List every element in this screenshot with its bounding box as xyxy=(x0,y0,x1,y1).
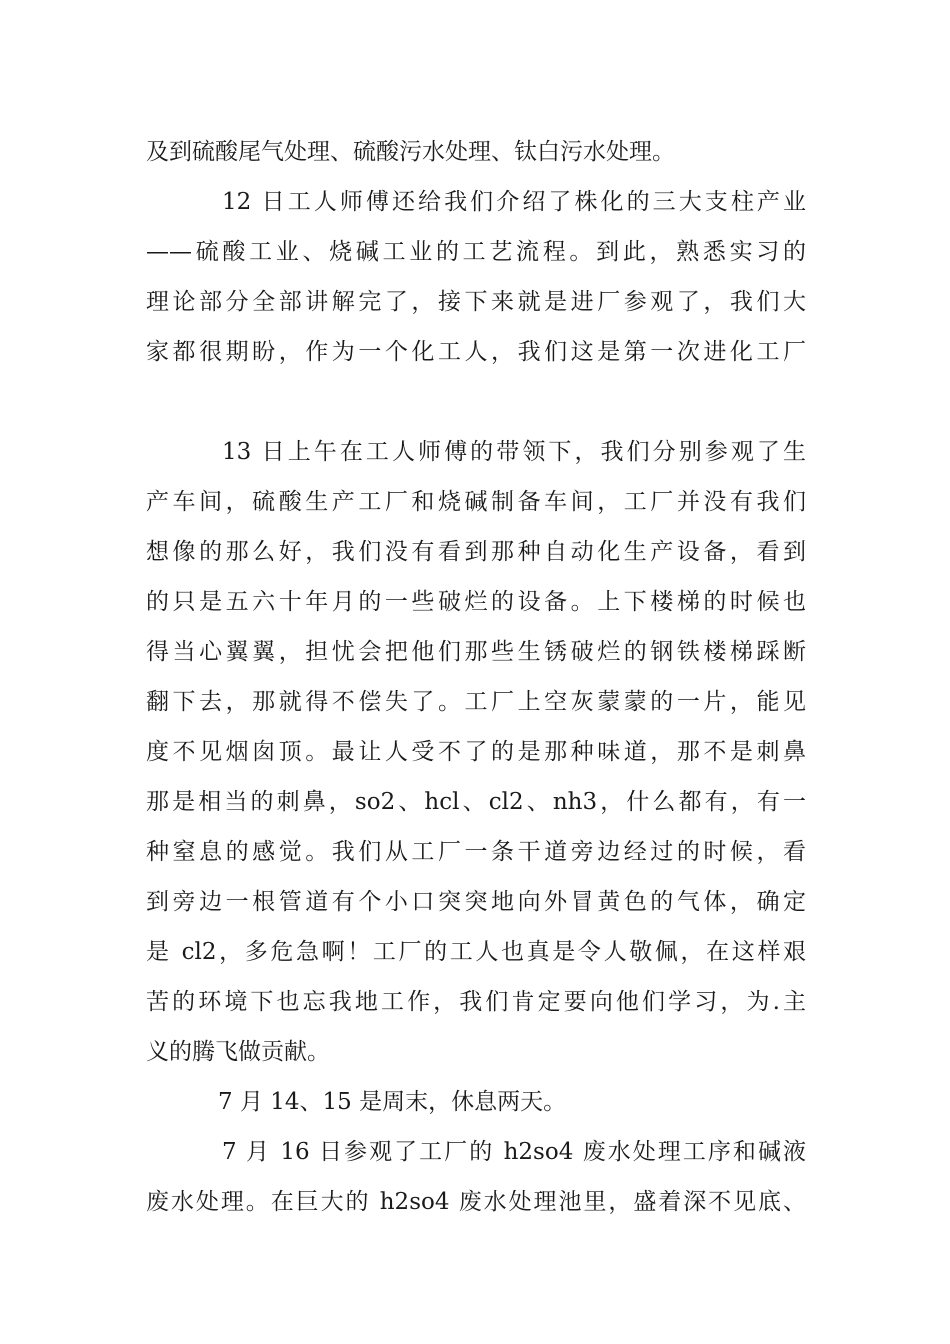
text-line: 是 cl2，多危急啊！工厂的工人也真是令人敬佩，在这样艰 xyxy=(146,939,806,965)
text-line: 那是相当的刺鼻，so2、hcl、cl2、nh3，什么都有，有一 xyxy=(146,789,806,815)
paragraph-first-line: 13 日上午在工人师傅的带领下，我们分别参观了生 xyxy=(222,439,806,465)
text-line: 种窒息的感觉。我们从工厂一条干道旁边经过的时候，看 xyxy=(146,839,806,865)
text-line: 想像的那么好，我们没有看到那种自动化生产设备，看到 xyxy=(146,539,806,565)
text-line: 理论部分全部讲解完了，接下来就是进厂参观了，我们大 xyxy=(146,289,806,315)
text-line: 产车间，硫酸生产工厂和烧碱制备车间，工厂并没有我们 xyxy=(146,489,806,515)
paragraph-first-line: 7 月 14、15 是周末，休息两天。 xyxy=(218,1089,567,1115)
text-line: 及到硫酸尾气处理、硫酸污水处理、钛白污水处理。 xyxy=(146,139,675,165)
text-line: 废水处理。在巨大的 h2so4 废水处理池里，盛着深不见底、 xyxy=(146,1189,806,1215)
text-line: 义的腾飞做贡献。 xyxy=(146,1039,330,1065)
paragraph-first-line: 7 月 16 日参观了工厂的 h2so4 废水处理工序和碱液 xyxy=(222,1139,806,1165)
text-line: ——硫酸工业、烧碱工业的工艺流程。到此，熟悉实习的 xyxy=(146,239,806,265)
paragraph-first-line: 12 日工人师傅还给我们介绍了株化的三大支柱产业 xyxy=(222,189,806,215)
text-line: 家都很期盼，作为一个化工人，我们这是第一次进化工厂 xyxy=(146,339,806,365)
text-line: 得当心翼翼，担忧会把他们那些生锈破烂的钢铁楼梯踩断 xyxy=(146,639,806,665)
text-line: 到旁边一根管道有个小口突突地向外冒黄色的气体，确定 xyxy=(146,889,806,915)
text-line: 的只是五六十年月的一些破烂的设备。上下楼梯的时候也 xyxy=(146,589,806,615)
text-line: 翻下去，那就得不偿失了。工厂上空灰蒙蒙的一片，能见 xyxy=(146,689,806,715)
text-line: 苦的环境下也忘我地工作，我们肯定要向他们学习，为.主 xyxy=(146,989,806,1015)
text-line: 度不见烟囱顶。最让人受不了的是那种味道，那不是刺鼻 xyxy=(146,739,806,765)
